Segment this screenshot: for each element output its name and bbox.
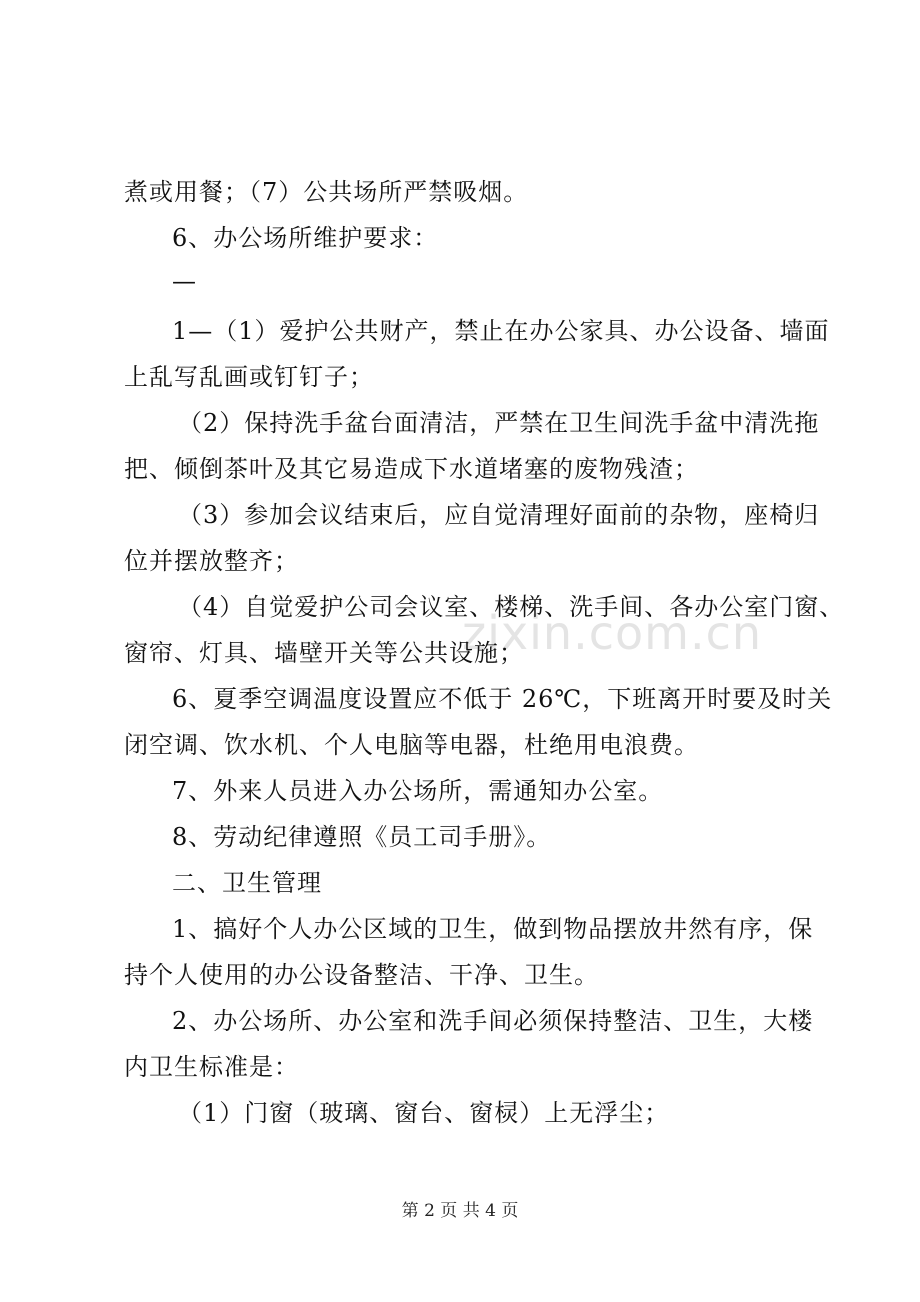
paragraph-line: 内卫生标准是： bbox=[124, 1053, 299, 1081]
paragraph-line: 2、办公场所、办公室和洗手间必须保持整洁、卫生，大楼 bbox=[172, 1007, 814, 1035]
section-heading: 6、办公场所维护要求： bbox=[172, 224, 439, 252]
paragraph-line: 持个人使用的办公设备整洁、干净、卫生。 bbox=[124, 961, 599, 989]
watermark: zixin.com.cn bbox=[462, 606, 763, 660]
paragraph-line: 6、夏季空调温度设置应不低于 26℃，下班离开时要及时关 bbox=[172, 685, 833, 713]
paragraph-line: 上乱写乱画或钉钉子； bbox=[124, 363, 374, 391]
paragraph-line: 1、搞好个人办公区域的卫生，做到物品摆放井然有序，保 bbox=[172, 915, 814, 943]
paragraph-line: 闭空调、饮水机、个人电脑等电器，杜绝用电浪费。 bbox=[124, 731, 699, 759]
paragraph-line: （4）自觉爱护公司会议室、楼梯、洗手间、各办公室门窗、 bbox=[178, 593, 845, 621]
paragraph-line: 8、劳动纪律遵照《员工司手册》。 bbox=[172, 823, 552, 851]
paragraph-line: 位并摆放整齐； bbox=[124, 547, 299, 575]
paragraph-line: （2）保持洗手盆台面清洁，严禁在卫生间洗手盆中清洗拖 bbox=[178, 409, 820, 437]
paragraph-line: 窗帘、灯具、墙壁开关等公共设施； bbox=[124, 639, 524, 667]
paragraph-line: 煮或用餐；（7）公共场所严禁吸烟。 bbox=[124, 178, 529, 206]
paragraph-line: （1）门窗（玻璃、窗台、窗棂）上无浮尘； bbox=[178, 1099, 670, 1127]
paragraph-line: 把、倾倒茶叶及其它易造成下水道堵塞的废物残渣； bbox=[124, 455, 699, 483]
section-heading: 二、卫生管理 bbox=[172, 869, 322, 897]
dash-line: — bbox=[172, 267, 196, 295]
paragraph-line: 7、外来人员进入办公场所，需通知办公室。 bbox=[172, 777, 664, 805]
paragraph-line: （3）参加会议结束后，应自觉清理好面前的杂物，座椅归 bbox=[178, 501, 820, 529]
paragraph-line: 1—（1）爱护公共财产，禁止在办公家具、办公设备、墙面 bbox=[172, 317, 830, 345]
page-footer: 第 2 页 共 4 页 bbox=[401, 1201, 519, 1221]
